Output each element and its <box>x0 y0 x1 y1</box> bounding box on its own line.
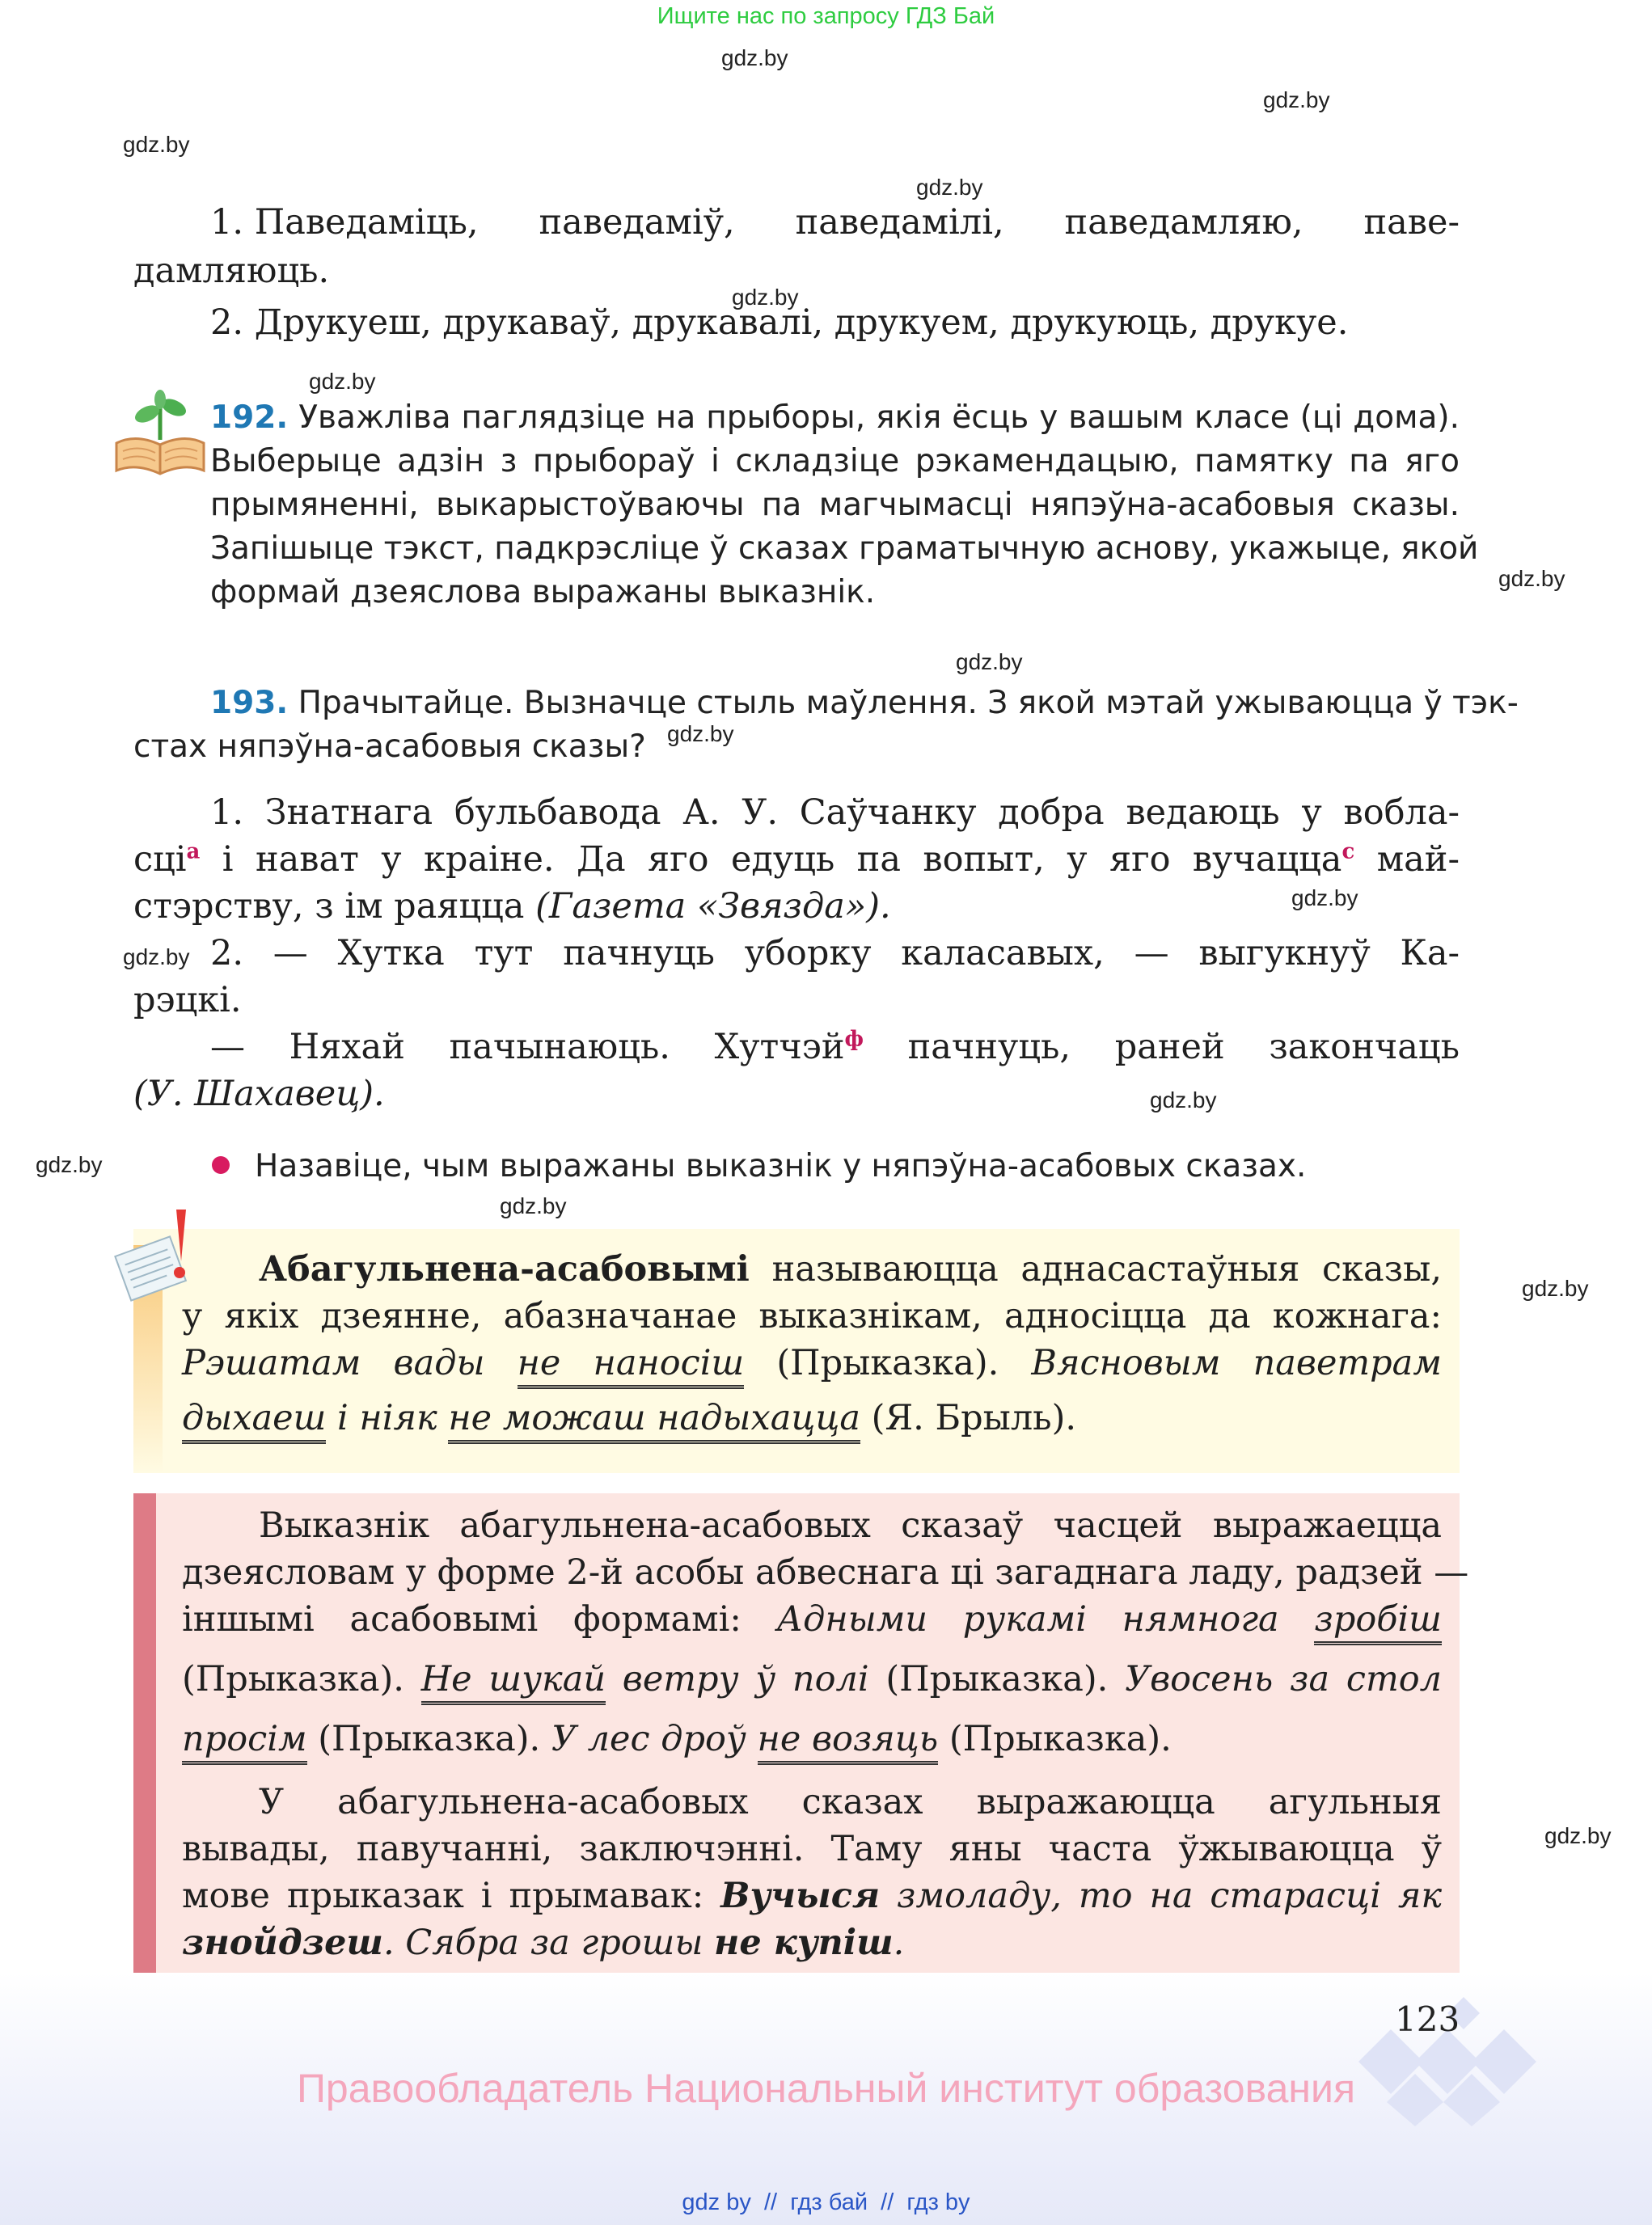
text-line <box>133 886 891 927</box>
text-fragment: — Няхай пачынаюць. Хутчэй <box>210 1027 845 1067</box>
predicate-underlined: дыхаеш <box>182 1398 326 1444</box>
exercise-number: 193. <box>210 685 289 721</box>
watermark: gdz.by <box>123 132 190 157</box>
predicate-underlined: зробіш <box>1314 1599 1442 1645</box>
text-fragment: стэрству, з ім раяцца <box>133 886 536 927</box>
text-fragment: іншымі асабовымі формамі: <box>182 1599 777 1640</box>
watermark: gdz.by <box>721 45 788 70</box>
footer-links[interactable]: gdz by // гдз бай // гдз by <box>682 2189 970 2215</box>
example-text: . <box>893 1923 905 1963</box>
example-text: Увосень за стол <box>1125 1659 1442 1699</box>
example-text: Рэшатам вады <box>182 1343 518 1383</box>
watermark: gdz.by <box>1263 87 1330 112</box>
word-list-line: 2. Друкуеш, друкаваў, друкавалі, друкуем, друкуюць, друкуе. <box>210 302 1349 343</box>
example-text: Адными рукамі нямнога <box>776 1599 1315 1640</box>
watermark: gdz.by <box>732 285 799 310</box>
predicate-underlined: не можаш надыхацца <box>448 1398 860 1444</box>
watermark: gdz.by <box>123 944 190 969</box>
rule-line: у якіх дзеянне, абазначанае выказнікам, адносіцца да кожнага: <box>182 1296 1442 1336</box>
rule-line <box>182 1398 1076 1438</box>
exercise-line: Выберыце адзін з прыбораў і складзіце рэкамендацыю, памятку па яго <box>210 443 1460 479</box>
page-number: 123 <box>1395 1999 1460 2039</box>
watermark: gdz.by <box>1150 1087 1217 1112</box>
exercise-line: формай дзеяслова выражаны выказнік. <box>210 574 876 610</box>
rule-line <box>182 1719 1172 1759</box>
word-list-line: дамляюць. <box>133 251 330 291</box>
word: паведаміў, <box>539 202 735 243</box>
footnote-mark: с <box>1341 839 1355 864</box>
rule-line <box>182 1659 1442 1699</box>
source: (Прыказка). <box>868 1659 1126 1699</box>
source: (Прыказка). <box>182 1659 421 1699</box>
exercise-number: 192. <box>210 399 289 436</box>
rule-line: дзеясловам у форме 2-й асобы абвеснага ці загаднага ладу, радзей — <box>182 1552 1469 1593</box>
source: (Прыказка). <box>744 1343 1032 1383</box>
text-line <box>210 1027 1460 1067</box>
predicate-underlined: Не шукай <box>421 1659 606 1705</box>
watermark: gdz.by <box>36 1152 103 1177</box>
footnote-mark: ф <box>844 1027 864 1052</box>
footnote-mark: а <box>186 839 201 864</box>
example-text: ветру ў полі <box>606 1659 869 1699</box>
example-text: не купіш <box>714 1923 894 1963</box>
watermark: gdz.by <box>956 649 1023 674</box>
watermark: gdz.by <box>309 369 376 394</box>
watermark: gdz.by <box>1522 1276 1589 1301</box>
text-line: рэцкі. <box>133 980 242 1020</box>
word: паведамляю, <box>1064 202 1303 243</box>
exercise-text: Прачытайце. Вызначце стыль маўлення. З якой мэтай ужываюцца ў тэк- <box>298 685 1519 721</box>
exercise-line <box>210 685 1519 721</box>
word: паве- <box>1363 202 1460 243</box>
rule-line: У абагульнена-асабовых сказах выражаюцца агульныя <box>259 1782 1442 1822</box>
copyright-line: Правообладатель Национальный институт образования <box>296 2066 1356 2111</box>
rule-box-2-bar <box>133 1493 156 1977</box>
text-fragment: і нават у краіне. Да яго едуць па вопыт, у яго вучацца <box>200 839 1342 880</box>
exclamation-note-icon <box>105 1203 202 1308</box>
rule-line <box>182 1599 1442 1640</box>
example-text: У лес дроў <box>551 1719 758 1759</box>
source: (У. Шахавец). <box>133 1074 385 1114</box>
task-text: Назавіце, чым выражаны выказнік у няпэўна-асабовых сказах. <box>255 1148 1307 1184</box>
exercise-line: Запішыце тэкст, падкрэсліце ў сказах граматычную аснову, укажыце, якой <box>210 530 1479 567</box>
top-banner: Ищите нас по запросу ГДЗ Бай <box>657 3 995 29</box>
predicate-underlined: не возяць <box>758 1719 939 1765</box>
example-text: змоладу, то на старасці як <box>880 1876 1442 1916</box>
text-line: 1. Знатнага бульбавода А. У. Саўчанку добра ведаюць у вобла- <box>210 792 1460 833</box>
source: (Прыказка). <box>306 1719 551 1759</box>
text-fragment: сці <box>133 839 187 880</box>
text-line: 2. — Хутка тут пачнуць уборку каласавых, — выгукнуў Ка- <box>210 933 1460 973</box>
rule-line <box>182 1923 904 1963</box>
rule-line <box>259 1249 1442 1290</box>
bullet-dot <box>212 1156 230 1174</box>
example-text: Вучыся <box>720 1876 881 1916</box>
predicate-underlined: просім <box>182 1719 307 1765</box>
watermark: gdz.by <box>916 175 983 200</box>
book-sprout-icon <box>112 390 209 479</box>
rule-line: вывады, павучанні, заключэнні. Таму яны часта ўжываюцца ў <box>182 1829 1442 1869</box>
text-fragment: называюцца аднасастаўныя сказы, <box>749 1249 1442 1290</box>
watermark: gdz.by <box>1291 885 1358 910</box>
watermark: gdz.by <box>1544 1823 1612 1848</box>
source: (Прыказка). <box>938 1719 1172 1759</box>
term: Абагульнена-асабовымі <box>259 1249 750 1290</box>
exercise-line: стах няпэўна-асабовыя сказы? <box>133 728 646 765</box>
exercise-line <box>210 399 1460 436</box>
text-line <box>133 839 1460 880</box>
watermark: gdz.by <box>1498 566 1565 591</box>
watermark: gdz.by <box>500 1193 567 1218</box>
source: (Газета «Звязда»). <box>535 886 891 927</box>
predicate-underlined: не наносіш <box>518 1343 745 1389</box>
word: паведамілі, <box>795 202 1004 243</box>
word-list-block <box>133 202 1460 356</box>
source: (Я. Брыль). <box>860 1398 1077 1438</box>
watermark: gdz.by <box>667 721 734 746</box>
exercise-text: Уважліва паглядзіце на прыборы, якія ёсць у вашым класе (ці дома). <box>298 399 1460 436</box>
example-text: знойдзеш <box>182 1923 383 1963</box>
word: 1. Паведаміць, <box>210 202 479 243</box>
rule-line <box>182 1343 1442 1383</box>
text-fragment: мове прыказак і прымавак: <box>182 1876 721 1916</box>
example-text: і ніяк <box>326 1398 449 1438</box>
example-text: . Сябра за грошы <box>382 1923 715 1963</box>
rule-line <box>182 1876 1442 1916</box>
text-fragment: май- <box>1354 839 1460 880</box>
example-text: Вясновым паветрам <box>1031 1343 1442 1383</box>
text-fragment: пачнуць, раней закончаць <box>863 1027 1460 1067</box>
exercise-line: прымяненні, выкарыстоўваючы па магчымасці няпэўна-асабовыя сказы. <box>210 487 1460 523</box>
word-list-line <box>210 202 1460 243</box>
rule-line: Выказнік абагульнена-асабовых сказаў часцей выражаецца <box>259 1505 1442 1546</box>
